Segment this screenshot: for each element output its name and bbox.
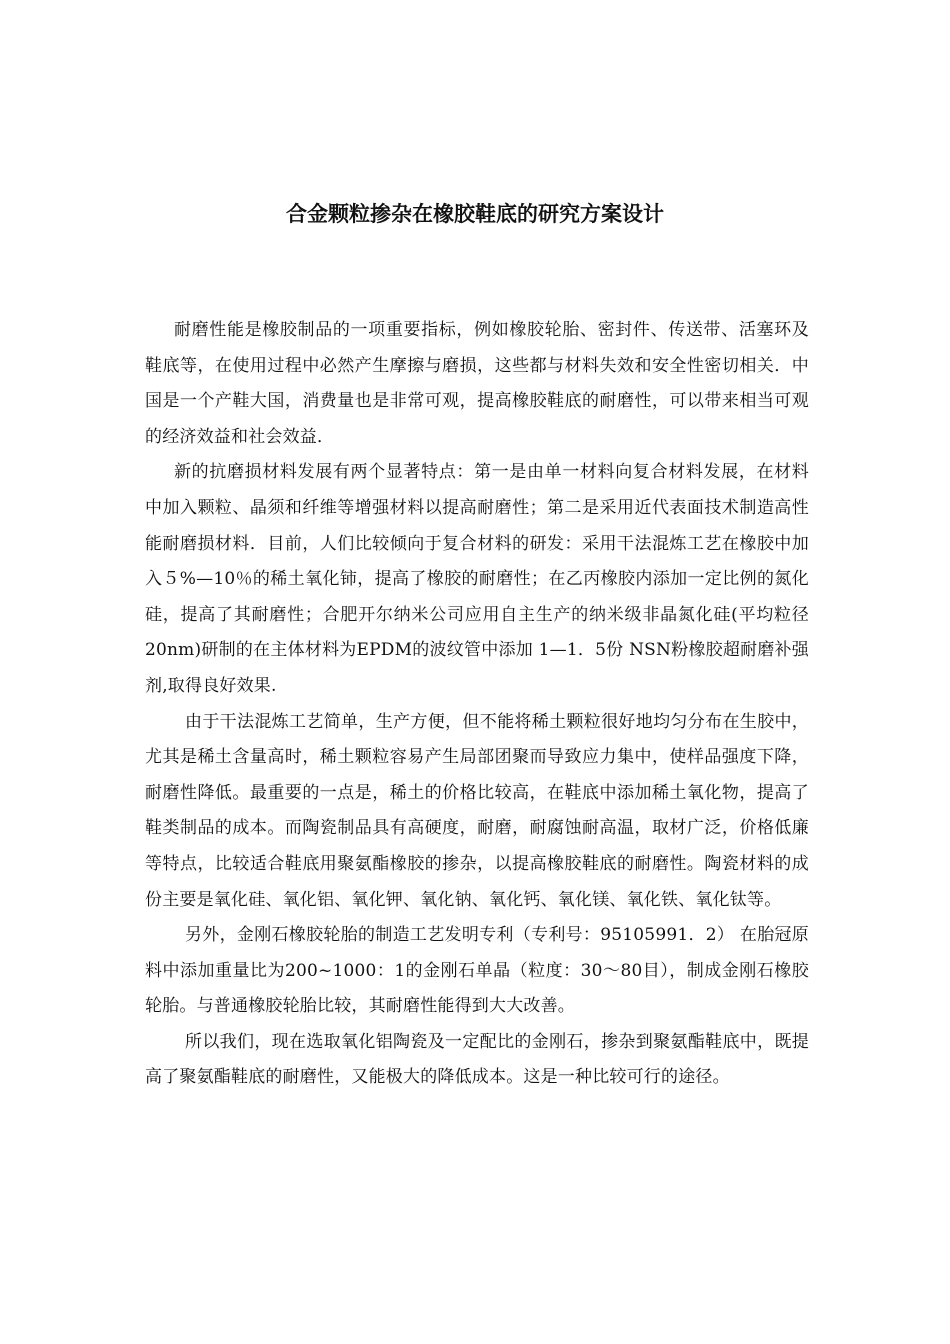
paragraph-anti-wear-materials: 新的抗磨损材料发展有两个显著特点：第一是由单一材料向复合材料发展，在材料中加入颗粒、晶须和纤维等增强材料以提高耐磨性；第二是采用近代表面技术制造高性能耐磨损材料．目前，人们比较倾向于复合材料的研发：采用干法混炼工艺在橡胶中加入５%—10％的稀土氧化铈，提高了橡胶的耐磨性；在乙丙橡胶内添加一定比例的氮化硅，提高了其耐磨性；合肥开尔纳米公司应用自主生产的纳米级非晶氮化硅(平均粒径 20nm)研制的在主体材料为EPDM的波纹管中添加 1—1．5份 NSN粉橡胶超耐磨补强剂,取得良好效果. bbox=[145, 462, 809, 696]
paragraph-rare-earth-ceramics: 由于干法混炼工艺简单，生产方便，但不能将稀土颗粒很好地均匀分布在生胶中，尤其是稀土含量高时，稀土颗粒容易产生局部团聚而导致应力集中，使样品强度下降，耐磨性降低。最重要的一点是，稀土的价格比较高，在鞋底中添加稀土氧化物，提高了鞋类制品的成本。而陶瓷制品具有高硬度，耐磨，耐腐蚀耐高温，取材广泛，价格低廉等特点，比较适合鞋底用聚氨酯橡胶的掺杂，以提高橡胶鞋底的耐磨性。陶瓷材料的成份主要是氧化硅、氧化铝、氧化钾、氧化钠、氧化钙、氧化镁、氧化铁、氧化钛等。 bbox=[145, 711, 809, 910]
paragraph-diamond-tire-patent: 另外，金刚石橡胶轮胎的制造工艺发明专利（专利号：95105991．2） 在胎冠原料中添加重量比为200~1000：1的金刚石单晶（粒度：30～80目），制成金刚石橡胶轮胎。与普通橡胶轮胎比较，其耐磨性能得到大大改善。 bbox=[145, 925, 809, 1017]
document-body bbox=[145, 313, 809, 1096]
document-title: 合金颗粒掺杂在橡胶鞋底的研究方案设计 bbox=[286, 202, 664, 226]
paragraph-conclusion: 所以我们，现在选取氧化铝陶瓷及一定配比的金刚石，掺杂到聚氨酯鞋底中，既提高了聚氨酯鞋底的耐磨性，又能极大的降低成本。这是一种比较可行的途径。 bbox=[145, 1031, 809, 1088]
paragraph-wear-resistance-intro: 耐磨性能是橡胶制品的一项重要指标，例如橡胶轮胎、密封件、传送带、活塞环及鞋底等，在使用过程中必然产生摩擦与磨损，这些都与材料失效和安全性密切相关．中国是一个产鞋大国，消费量也是非常可观，提高橡胶鞋底的耐磨性，可以带来相当可观的经济效益和社会效益． bbox=[145, 320, 809, 447]
